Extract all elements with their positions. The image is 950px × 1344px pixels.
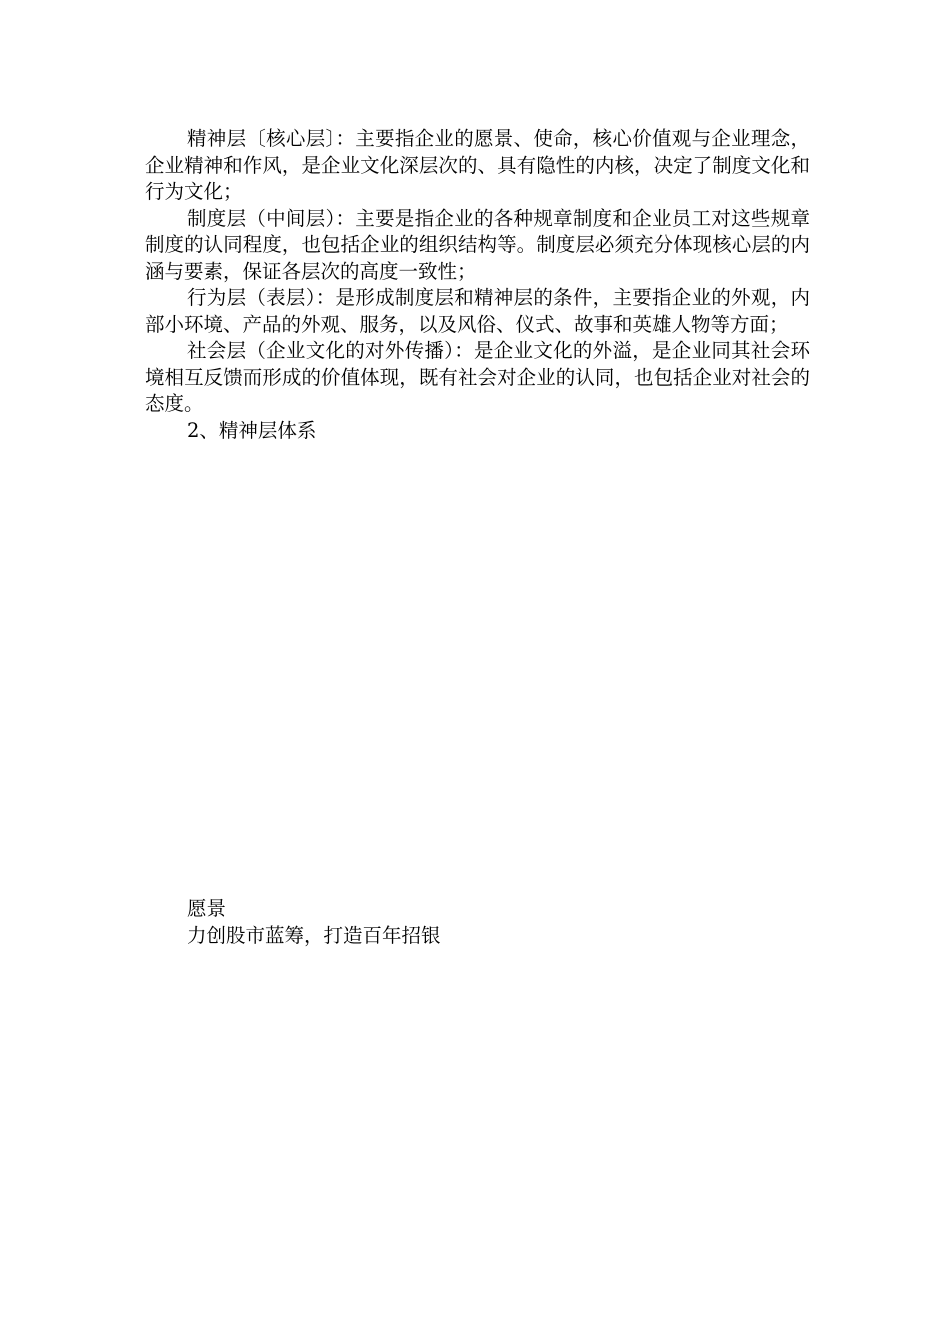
paragraph-social-layer: 社会层（企业文化的对外传播）：是企业文化的外溢，是企业同其社会环境相互反馈而形成的价值体现，既有社会对企业的认同，也包括企业对社会的态度。 <box>145 339 810 415</box>
paragraph-spiritual-layer: 精神层〔核心层〕：主要指企业的愿景、使命，核心价值观与企业理念，企业精神和作风，是企业文化深层次的、具有隐性的内核，决定了制度文化和行为文化； <box>145 127 810 203</box>
vision-section <box>145 896 810 949</box>
section-heading: 2、精神层体系 <box>187 418 317 442</box>
vision-statement: 力创股市蓝筹，打造百年招银 <box>187 923 441 947</box>
document-body <box>145 126 810 444</box>
paragraph-behavioral-layer: 行为层（表层）：是形成制度层和精神层的条件，主要指企业的外观，内部小环境、产品的外观、服务，以及风俗、仪式、故事和英雄人物等方面； <box>145 286 810 336</box>
vision-label: 愿景 <box>187 897 227 920</box>
paragraph-institutional-layer: 制度层（中间层）：主要是指企业的各种规章制度和企业员工对这些规章制度的认同程度，也包括企业的组织结构等。制度层必须充分体现核心层的内涵与要素，保证各层次的高度一致性； <box>145 206 810 283</box>
